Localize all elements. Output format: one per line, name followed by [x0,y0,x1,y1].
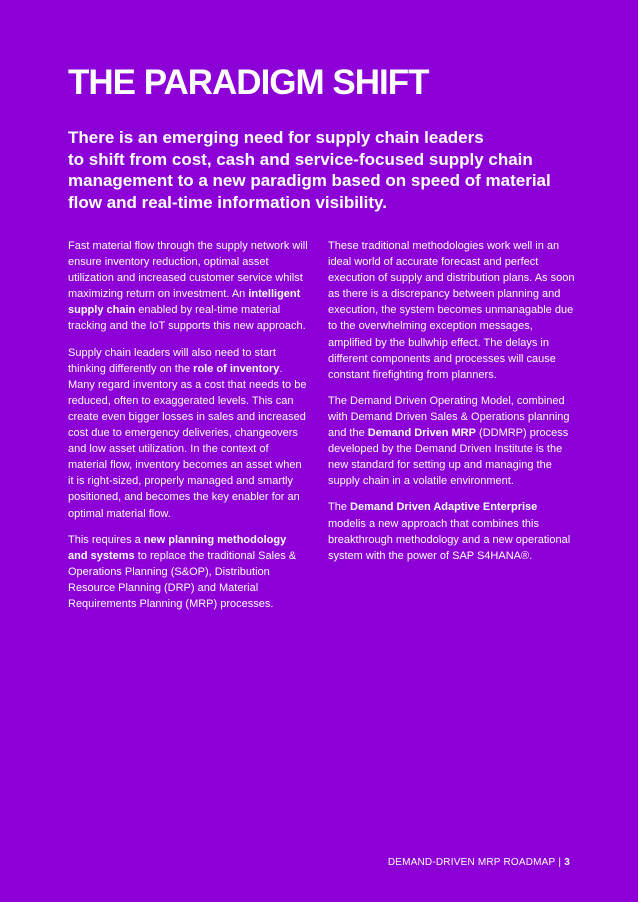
lead-line: There is an emerging need for supply chain leaders [68,128,484,147]
left-paragraph-2 [68,345,308,522]
body-text: These traditional methodologies work well in an ideal world of accurate forecast and perfect execution of supply and distribution plans. As soon as there is a discrepancy between planning and execution, the system becomes unmanagable due to the overwhelming exception messages, amplified by the bullwhip effect. The delays in different components and processes will cause constant firefighting from planners. [328,240,575,381]
left-paragraph-3 [68,532,308,612]
footer-separator: | [558,857,562,868]
bold-term: new planning methodology and systems [68,533,287,562]
left-column [68,238,308,622]
lead-line: to shift from cost, cash and service-focused supply chain [68,149,533,169]
right-column [328,238,578,574]
right-paragraph-1 [328,238,578,383]
bold-term: Demand Driven Adaptive Enterprise [350,501,538,514]
lead-paragraph [68,127,578,213]
body-text: This requires a [68,533,144,546]
bold-term: role of inventory [193,362,280,375]
body-text: modelis a new approach that combines this breakthrough methodology and a new operational system with the power of SAP S4HANA®. [328,517,571,562]
page-footer [388,857,570,869]
page-title: THE PARADIGM SHIFT [68,63,429,102]
body-text: enabled by real-time material tracking and the IoT supports this new approach. [68,304,306,333]
body-text: (DDMRP) process developed by the Demand Driven Institute is the new standard for setting up and managing the supply chain in a volatile environment. [328,427,569,488]
right-paragraph-2 [328,393,578,490]
body-text: Supply chain leaders will also need to start thinking differently on the [68,346,276,375]
bold-term: Demand Driven MRP [367,427,476,440]
body-text: Fast material flow through the supply network will ensure inventory reduction, optimal asset utilization and increased customer service whilst maximizing return on investment. An [68,240,308,301]
body-text: to replace the traditional Sales & Operations Planning (S&OP), Distribution Resource Planning (DRP) and Material Requirements Planning (MRP) processes. [68,549,297,610]
body-text: The Demand Driven Operating Model, combined with Demand Driven Sales & Operations planning and the [328,394,570,440]
footer-label: DEMAND-DRIVEN MRP ROADMAP [387,857,556,868]
body-text: . Many regard inventory as a cost that needs to be reduced, often to exaggerated levels. This can create even bigger losses in sales and increased cost due to emergency deliveries, changeovers and low asset utilization. In the context of material flow, inventory becomes an asset when it is right-sized, properly managed and smartly positioned, and becomes the key enabler for an optimal material flow. [68,362,307,520]
page-number: 3 [564,857,570,868]
left-paragraph-1 [68,238,308,335]
right-paragraph-3 [328,499,578,563]
lead-line: management to a new paradigm based on speed of material [68,171,551,190]
body-text: The [328,501,351,514]
bold-term: intelligent supply chain [68,288,301,317]
lead-line: flow and real-time information visibility. [68,192,387,212]
